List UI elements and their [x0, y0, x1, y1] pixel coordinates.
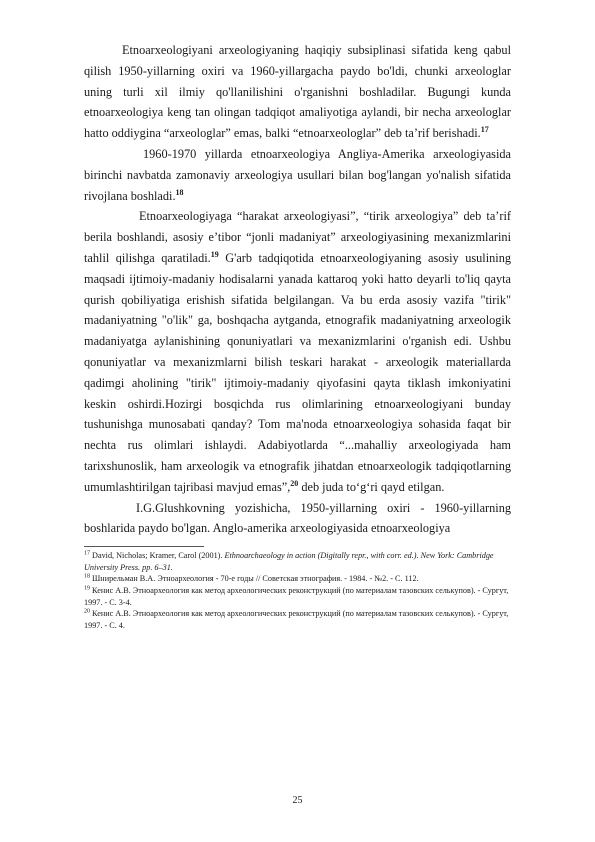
paragraph-text: Etnoarxeologiyani arxeologiyaning haqiqiy subsiplinasi sifatida keng qabul qilish 1950-yillarning oxiri va 1960-yillargacha paydo bo'ldi, chunki arxeologlar uning turli xil ilmiy qo'llanilishini o'rganishni boshladilar. Bugungi kunda etnoarxeologiya keng tan olingan tadqiqot amaliyotiga aylandi, bir necha arxeologlar hatto oddiygina “arxeologlar” emas, balki “etnoarxeologlar” deb ta’rif berishadi. — [84, 43, 511, 141]
paragraph-1 — [84, 40, 511, 144]
footnote-ref-20[interactable]: 20 — [290, 478, 299, 488]
paragraph-2 — [84, 144, 511, 206]
paragraph-text: Etnoarxeologiyaga “harakat arxeologiyasi”, “tirik arxeologiya” deb ta’rif berila boshlandi, asosiy e’tibor “jonli madaniyat” arxeologiyasining mexanizmlarini tahlil qilishga qaratiladi. — [84, 209, 511, 265]
footnote-18 — [84, 573, 511, 585]
footnote-19 — [84, 585, 511, 608]
footnote-text: Кенис А.В. Этноархеология как метод археологических реконструкций (по материалам тазовских селькупов). - Сургут, 1997. - С. 3-4. — [84, 585, 509, 607]
footnote-number: 19 — [84, 585, 90, 592]
footnote-text: David, Nicholas; Kramer, Carol (2001). — [90, 551, 225, 561]
paragraph-text: G'arb tadqiqotida etnoarxeologiyaning asosiy usulining maqsadi ijtimoiy-madaniy hodisalarni yanada kattaroq yoki hatto deyarli to'liq qayta qurish qobiliyatiga erishish sifatida belgilangan. Va bu erda asosiy vazifa "tirik" madaniyatning "o'lik" ga, boshqacha aytganda, etnografik madaniyatning arxeologik madaniyatga aylanishining qonuniyatlari va mexanizmlarini o'rganish edi. Ushbu qonuniyatlar va mexanizmlarni bilish teskari harakat - arxeologik materiallarda qadimgi aholining "tirik" ijtimoiy-madaniy qiyofasini qayta tiklash imkoniyatini keskin oshirdi.Hozirgi bosqichda rus olimlarining etnoarxeologiyani bunday tushunishga munosabati qanday? Tom ma'noda etnoarxeologiya sohasida faqat bir nechta rus olimlari ishlaydi. Adabiyotlarda “...mahalliy arxeologiyada ham tarixshunoslik, ham arxeologik va etnografik jihatdan etnoarxeologik tadqiqotlarning umumlashtirilgan tajribasi mavjud emas”, — [84, 250, 511, 494]
footnote-ref-19[interactable]: 19 — [210, 249, 219, 259]
footnote-number: 17 — [84, 550, 90, 557]
footnote-ref-17[interactable]: 17 — [480, 125, 489, 135]
paragraph-4 — [84, 498, 511, 540]
footnote-italic-text: Ethnoarchaeology in action (Digitally repr., with corr. ed.). New York: Cambridge University Press. pp. 6–31. — [84, 551, 494, 572]
page-number: 25 — [292, 795, 303, 806]
paragraph-3 — [84, 206, 511, 497]
footnote-ref-18[interactable]: 18 — [175, 187, 184, 197]
footnote-17 — [84, 550, 511, 573]
footnote-separator — [84, 546, 204, 547]
footnote-20 — [84, 608, 511, 631]
paragraph-text: deb juda to‘g‘ri qayd etilgan. — [298, 479, 445, 494]
paragraph-text: I.G.Glushkovning yozishicha, 1950-yillarning oxiri - 1960-yillarning boshlarida paydo bo'lgan. Anglo-amerika arxeologiyasida etnoarxeologiya — [84, 500, 511, 536]
footnote-text: Кенис А.В. Этноархеология как метод археологических реконструкций (по материалам тазовских селькупов). - Сургут, 1997. - С. 4. — [84, 609, 509, 630]
footnotes — [84, 550, 511, 631]
document-page — [84, 40, 511, 631]
paragraph-text: 1960-1970 yillarda etnoarxeologiya Angliya-Amerika arxeologiyasida birinchi navbatda zamonaviy arxeologiya usullari bilan bog'langan yo'nalish sifatida rivojlana boshladi. — [84, 146, 511, 203]
footnote-number: 20 — [84, 608, 90, 615]
footnote-number: 18 — [84, 573, 90, 580]
footnote-text: Шнирельман В.А. Этноархеология - 70-е годы // Советская этнография. - 1984. - №2. - С. 112. — [90, 574, 419, 584]
